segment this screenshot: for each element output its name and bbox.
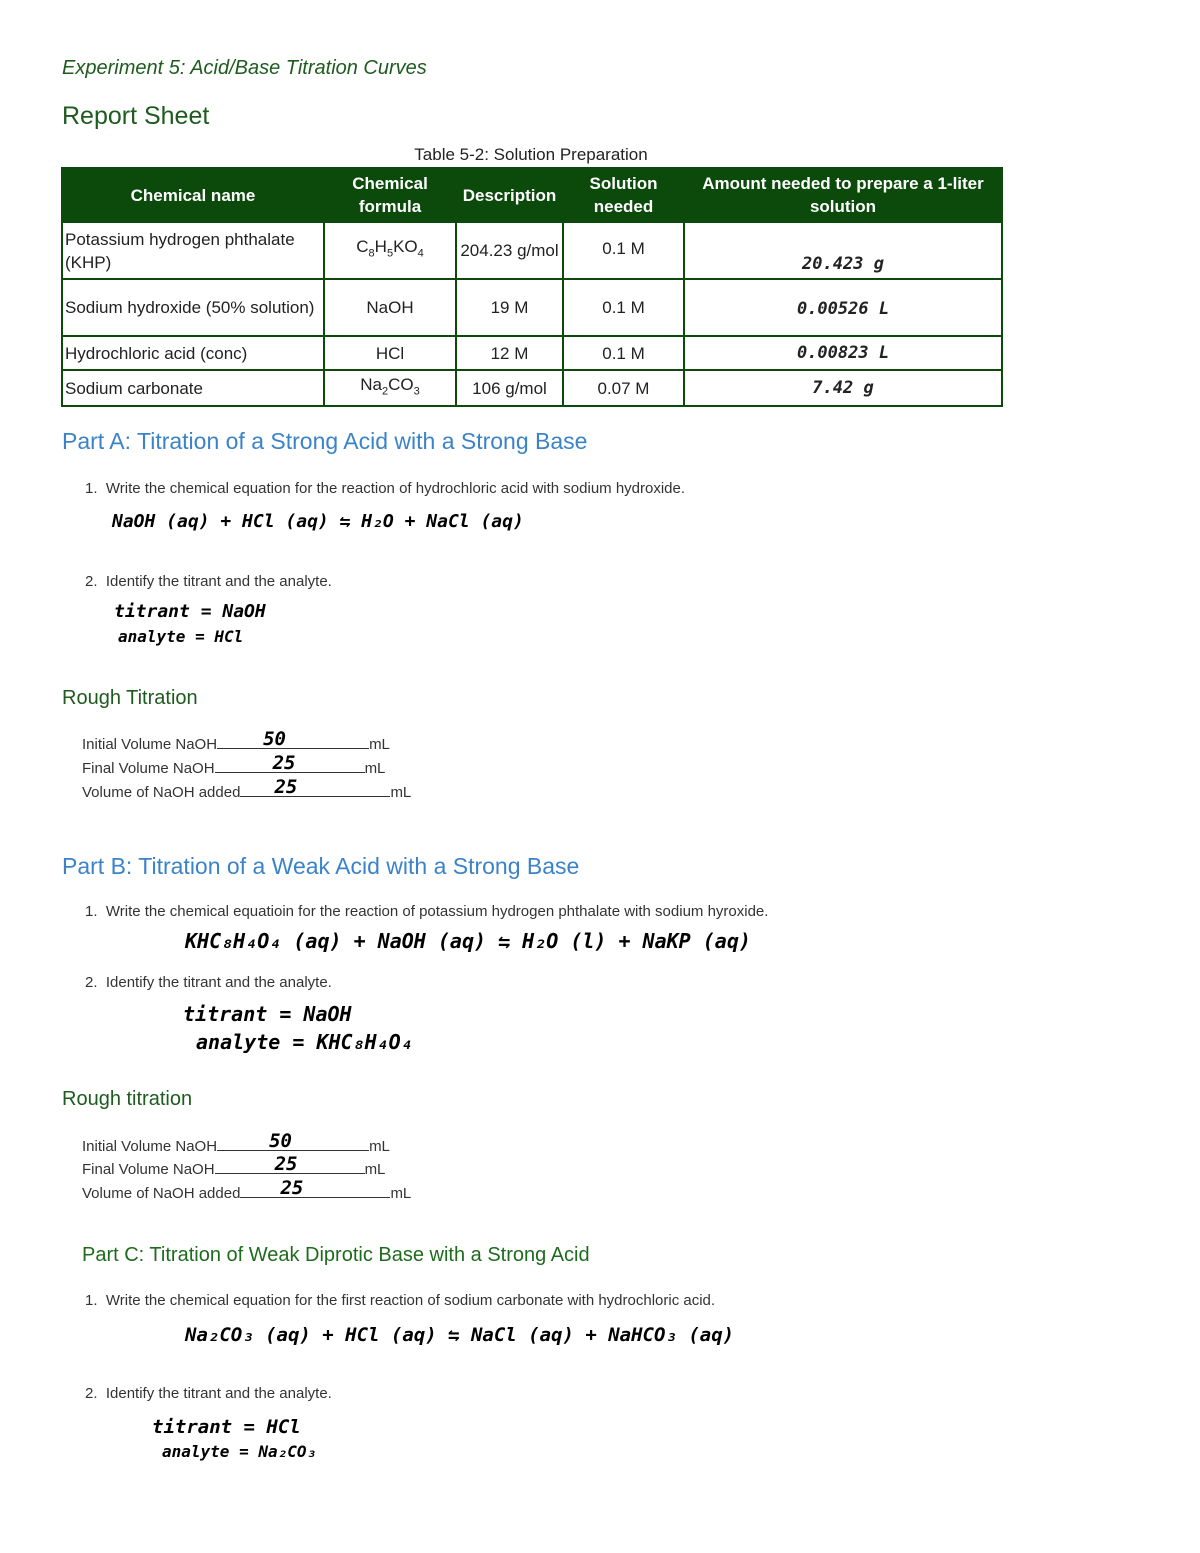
part-b-q1-text: Write the chemical equatioin for the reaction of potassium hydrogen phthalate with sodium hyroxide. bbox=[105, 903, 769, 920]
part-b-added-volume bbox=[82, 1177, 412, 1202]
unit: mL bbox=[364, 760, 386, 777]
part-b-answer1-handwritten: KHC₈H₄O₄ (aq) + NaOH (aq) ⇋ H₂O (l) + NaKP (aq) bbox=[185, 929, 751, 953]
initial-volume-value: 50 bbox=[269, 1130, 292, 1152]
cell-name: Sodium carbonate bbox=[62, 370, 324, 406]
cell-formula: $C_8H_5KO_4$ bbox=[324, 222, 456, 279]
final-volume-value: 25 bbox=[274, 1153, 298, 1175]
cell-amount-handwritten: 20.423 g bbox=[684, 222, 1002, 279]
part-a-title: Part A: Titration of a Strong Acid with a Strong Base bbox=[62, 428, 588, 454]
added-volume-value: 25 bbox=[274, 776, 298, 798]
part-b-q2: 2. Identify the titrant and the analyte. bbox=[85, 974, 332, 991]
part-c-analyte-handwritten: analyte = Na₂CO₃ bbox=[162, 1442, 317, 1461]
added-volume-blank bbox=[240, 776, 390, 798]
unit: mL bbox=[369, 1138, 390, 1155]
final-volume-label: Final Volume NaOH bbox=[82, 1161, 215, 1178]
part-a-q2: 2. Identify the titrant and the analyte. bbox=[85, 573, 332, 590]
cell-name: Hydrochloric acid (conc) bbox=[62, 336, 324, 370]
final-volume-blank bbox=[215, 1153, 365, 1175]
part-a-rough-title: Rough Titration bbox=[62, 687, 198, 709]
final-volume-value: 25 bbox=[272, 752, 296, 774]
cell-needed: 0.1 M bbox=[563, 279, 684, 336]
part-a-q1: 1. Write the chemical equation for the reaction of hydrochloric acid with sodium hydroxide. bbox=[85, 480, 686, 497]
initial-volume-label: Initial Volume NaOH bbox=[82, 1138, 218, 1155]
part-b-q1: 1. Write the chemical equatioin for the reaction of potassium hydrogen phthalate with sodium hyroxide. bbox=[85, 903, 769, 920]
added-volume-value: 25 bbox=[280, 1177, 304, 1199]
part-c-q2: 2. Identify the titrant and the analyte. bbox=[85, 1385, 332, 1402]
part-b-title: Part B: Titration of a Weak Acid with a Strong Base bbox=[62, 853, 580, 879]
cell-needed: 0.1 M bbox=[563, 222, 684, 279]
part-b-titrant-handwritten: titrant = NaOH bbox=[183, 1002, 352, 1026]
table-row bbox=[62, 336, 1002, 370]
part-a-q1-text: Write the chemical equation for the reaction of hydrochloric acid with sodium hydroxide. bbox=[105, 480, 686, 497]
cell-name: Potassium hydrogen phthalate (KHP) bbox=[62, 222, 324, 279]
cell-formula: HCl bbox=[324, 336, 456, 370]
table-caption: Table 5-2: Solution Preparation bbox=[414, 145, 648, 164]
cell-description: 12 M bbox=[456, 336, 563, 370]
added-volume-blank bbox=[240, 1177, 390, 1199]
part-b-final-volume bbox=[82, 1153, 386, 1178]
initial-volume-blank bbox=[217, 1130, 369, 1152]
part-b-initial-volume bbox=[82, 1130, 390, 1155]
part-c-titrant-handwritten: titrant = HCl bbox=[152, 1416, 301, 1438]
table-row bbox=[62, 279, 1002, 336]
part-a-final-volume bbox=[82, 752, 386, 777]
final-volume-blank bbox=[215, 752, 365, 774]
part-a-q2-text: Identify the titrant and the analyte. bbox=[105, 573, 332, 590]
cell-amount-handwritten: 7.42 g bbox=[684, 370, 1002, 406]
part-b-rough-title: Rough titration bbox=[62, 1088, 193, 1110]
cell-needed: 0.1 M bbox=[563, 336, 684, 370]
cell-name: Sodium hydroxide (50% solution) bbox=[62, 279, 324, 336]
unit: mL bbox=[390, 1185, 412, 1202]
initial-volume-blank bbox=[217, 728, 369, 750]
header-solution-needed: Solution needed bbox=[563, 168, 684, 222]
added-volume-label: Volume of NaOH added bbox=[82, 1185, 241, 1202]
table-row bbox=[62, 370, 1002, 406]
header-chemical-name: Chemical name bbox=[62, 168, 324, 222]
part-b-q2-text: Identify the titrant and the analyte. bbox=[105, 974, 332, 991]
cell-amount-handwritten: 0.00526 L bbox=[684, 279, 1002, 336]
part-a-answer1-handwritten: NaOH (aq) + HCl (aq) ⇋ H₂O + NaCl (aq) bbox=[112, 511, 524, 532]
cell-description: 106 g/mol bbox=[456, 370, 563, 406]
unit: mL bbox=[390, 784, 412, 801]
cell-formula: NaOH bbox=[324, 279, 456, 336]
cell-formula: $Na_2CO_3$ bbox=[324, 370, 456, 406]
experiment-title: Experiment 5: Acid/Base Titration Curves bbox=[62, 57, 427, 79]
part-c-q1: 1. Write the chemical equation for the first reaction of sodium carbonate with hydrochloric acid. bbox=[85, 1292, 716, 1309]
part-a-analyte-handwritten: analyte = HCl bbox=[118, 627, 244, 646]
part-c-answer1-handwritten: Na₂CO₃ (aq) + HCl (aq) ⇋ NaCl (aq) + NaHCO₃ (aq) bbox=[185, 1324, 735, 1346]
unit: mL bbox=[364, 1161, 386, 1178]
added-volume-label: Volume of NaOH added bbox=[82, 784, 241, 801]
part-c-title: Part C: Titration of Weak Diprotic Base with a Strong Acid bbox=[82, 1244, 590, 1266]
final-volume-label: Final Volume NaOH bbox=[82, 760, 215, 777]
part-c-q1-text: Write the chemical equation for the first reaction of sodium carbonate with hydrochloric acid. bbox=[105, 1292, 716, 1309]
part-b-analyte-handwritten: analyte = KHC₈H₄O₄ bbox=[196, 1030, 413, 1054]
unit: mL bbox=[369, 736, 390, 753]
initial-volume-label: Initial Volume NaOH bbox=[82, 736, 218, 753]
table-row bbox=[62, 222, 1002, 279]
cell-description: 19 M bbox=[456, 279, 563, 336]
part-c-q2-text: Identify the titrant and the analyte. bbox=[105, 1385, 332, 1402]
report-title: Report Sheet bbox=[62, 102, 210, 130]
part-a-initial-volume bbox=[82, 728, 390, 753]
cell-description: 204.23 g/mol bbox=[456, 222, 563, 279]
solution-preparation-table bbox=[61, 167, 1003, 407]
part-a-titrant-handwritten: titrant = NaOH bbox=[114, 601, 266, 622]
header-chemical-formula: Chemical formula bbox=[324, 168, 456, 222]
cell-needed: 0.07 M bbox=[563, 370, 684, 406]
cell-amount-handwritten: 0.00823 L bbox=[684, 336, 1002, 370]
header-description: Description bbox=[456, 168, 563, 222]
header-amount-needed: Amount needed to prepare a 1-liter solution bbox=[684, 168, 1002, 222]
initial-volume-value: 50 bbox=[263, 728, 286, 750]
part-a-added-volume bbox=[82, 776, 412, 801]
